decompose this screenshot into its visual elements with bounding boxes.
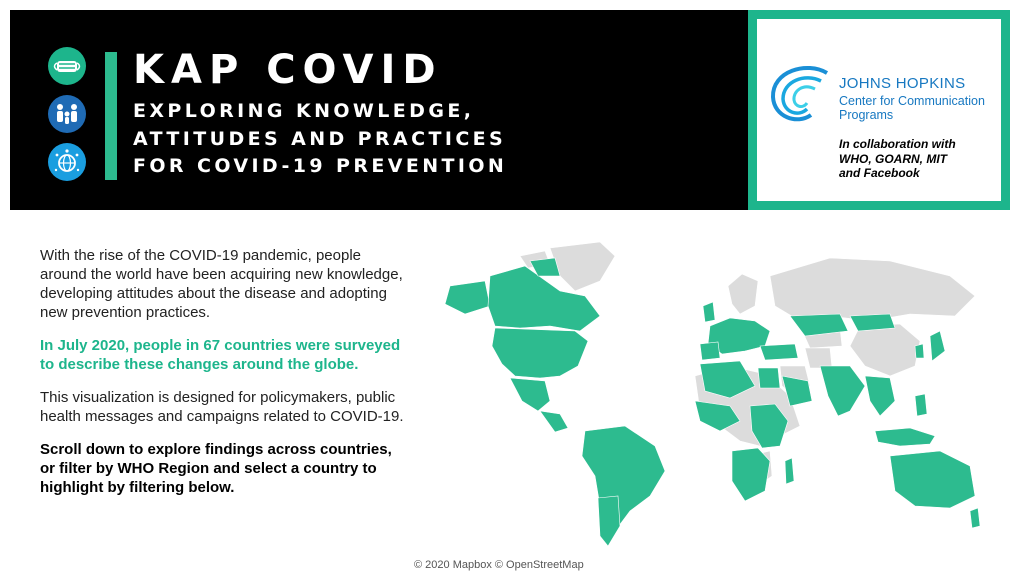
logo-center-line: Center for Communication — [839, 94, 985, 108]
subtitle-line: EXPLORING KNOWLEDGE, — [133, 100, 475, 122]
map-region[interactable] — [703, 302, 715, 322]
collaboration-note — [839, 137, 989, 181]
accent-bar — [105, 52, 117, 180]
map-attribution[interactable]: © 2020 Mapbox © OpenStreetMap — [414, 559, 584, 571]
map-region[interactable] — [875, 428, 935, 446]
map-region[interactable] — [970, 508, 980, 528]
map-region[interactable] — [758, 368, 780, 388]
map-region[interactable] — [805, 348, 832, 368]
map-region[interactable] — [732, 448, 770, 501]
icon-column — [48, 47, 88, 191]
intro-highlight: In July 2020, people in 67 countries were surveyed to describe these changes around the globe. — [40, 337, 401, 373]
intro-paragraph: This visualization is designed for policymakers, public health messages and campaigns related to COVID-19. — [40, 389, 404, 425]
map-region[interactable] — [550, 242, 615, 291]
map-region[interactable] — [890, 451, 975, 508]
map-region[interactable] — [785, 458, 794, 484]
map-region[interactable] — [582, 426, 665, 536]
map-region[interactable] — [492, 328, 588, 378]
map-region[interactable] — [770, 258, 975, 321]
map-region[interactable] — [510, 378, 550, 411]
collab-line: and Facebook — [839, 166, 920, 180]
world-map[interactable] — [410, 236, 985, 554]
collab-line: WHO, GOARN, MIT — [839, 151, 947, 166]
people-icon — [48, 95, 86, 133]
intro-paragraph: With the rise of the COVID-19 pandemic, people around the world have been acquiring new knowledge, developing attitudes about the disease and adopting new prevention practices. — [40, 247, 403, 321]
map-region[interactable] — [760, 344, 798, 360]
collab-line: In collaboration with — [839, 137, 956, 151]
map-region[interactable] — [850, 324, 920, 376]
logo-card — [757, 19, 1001, 201]
map-region[interactable] — [700, 342, 720, 360]
jhu-swirl-logo-icon — [767, 65, 837, 127]
partner-logo-panel — [748, 10, 1010, 210]
logo-center-text — [839, 94, 999, 122]
page-subtitle — [133, 98, 507, 181]
subtitle-line: ATTITUDES AND PRACTICES — [133, 127, 507, 150]
globe-virus-icon — [48, 143, 86, 181]
map-region[interactable] — [915, 344, 924, 358]
map-region[interactable] — [930, 331, 945, 361]
map-region[interactable] — [850, 314, 895, 331]
page-title: KAP COVID — [133, 47, 443, 93]
map-region[interactable] — [445, 281, 490, 314]
map-region[interactable] — [865, 376, 895, 416]
logo-name: JOHNS HOPKINS — [839, 75, 966, 92]
map-region[interactable] — [728, 274, 758, 314]
subtitle-line: FOR COVID-19 PREVENTION — [133, 155, 508, 177]
logo-center-line: Programs — [839, 108, 894, 122]
map-region[interactable] — [540, 411, 568, 432]
intro-text — [40, 246, 405, 511]
map-region[interactable] — [820, 366, 865, 416]
mask-icon — [48, 47, 86, 85]
intro-instruction: Scroll down to explore findings across countries, or filter by WHO Region and select a country to highlight by filtering below. — [40, 441, 392, 496]
map-region[interactable] — [915, 394, 927, 416]
map-region[interactable] — [598, 496, 620, 546]
